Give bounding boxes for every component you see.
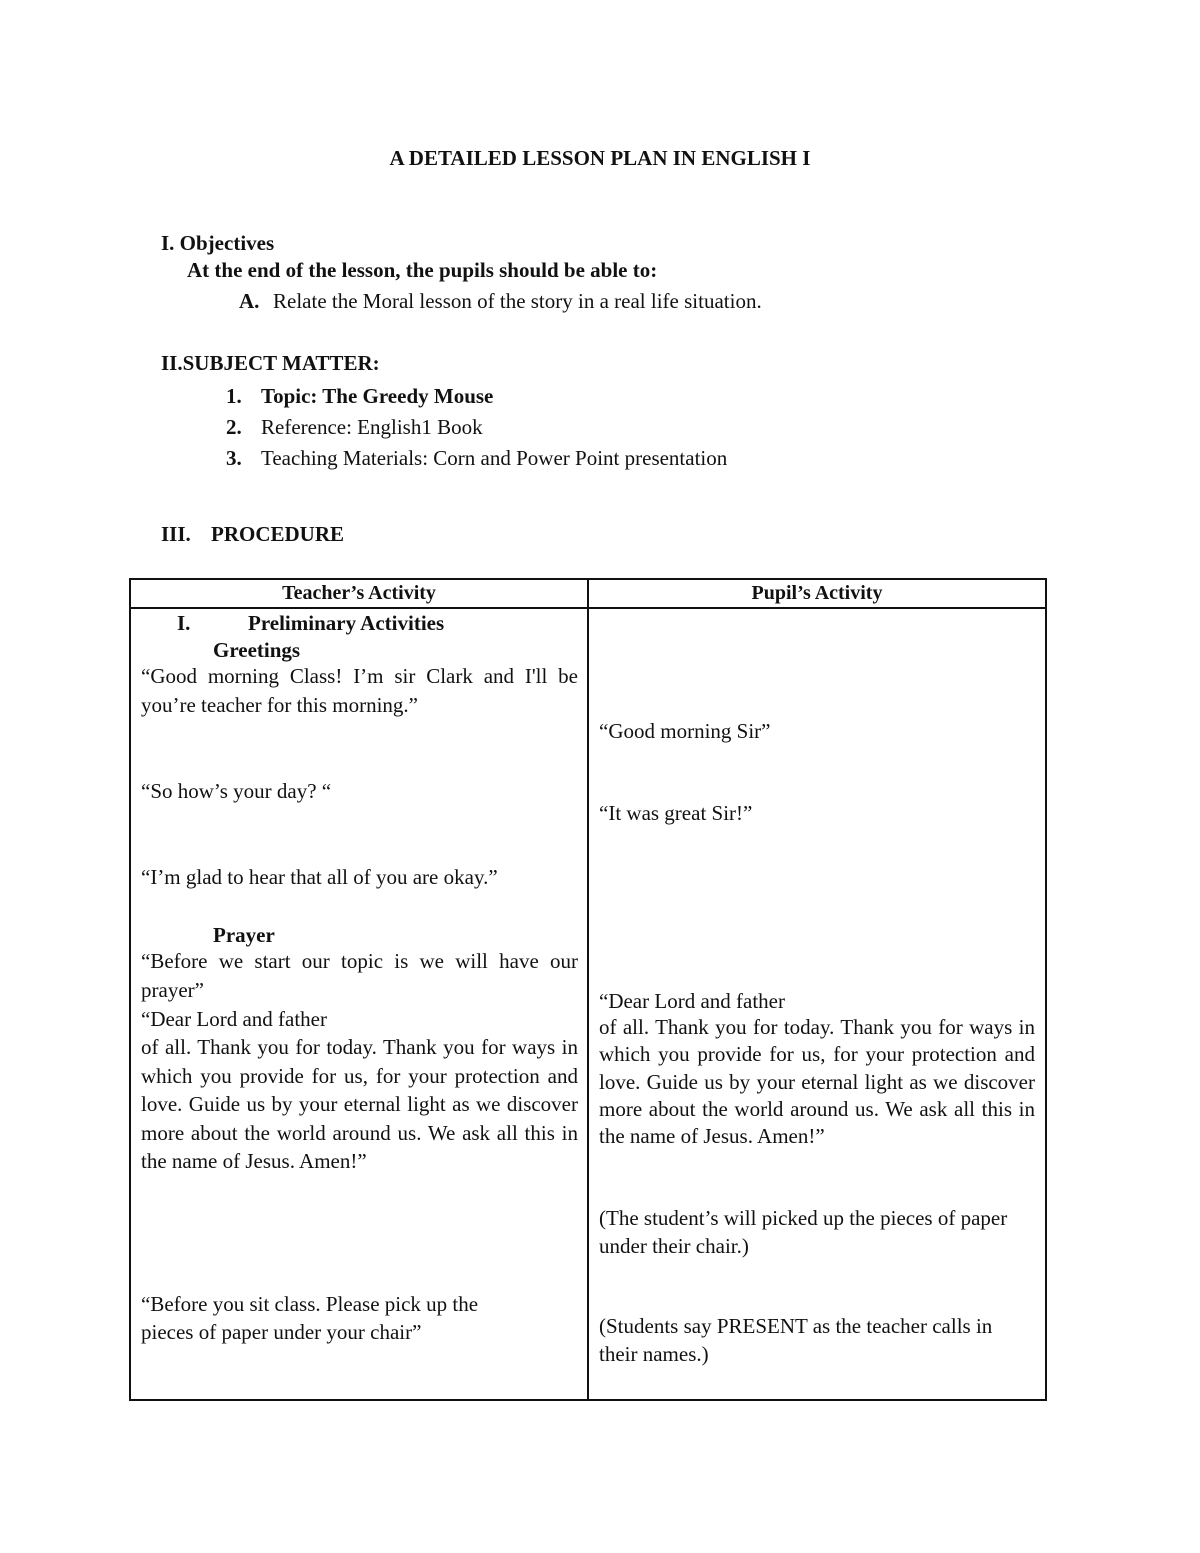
procedure-heading: PROCEDURE [211, 522, 345, 546]
objective-text: Relate the Moral lesson of the story in a real life situation. [273, 289, 762, 313]
section-title: Preliminary Activities [248, 611, 445, 635]
section-number: I. [177, 611, 191, 635]
teacher-glad: “I’m glad to hear that all of you are okay.” [141, 865, 498, 889]
teacher-greeting: “Good morning Class! I’m sir Clark and I'll be you’re teacher for this morning.” [141, 664, 578, 717]
greetings-label: Greetings [213, 638, 301, 662]
teacher-how-day: “So how’s your day? “ [141, 779, 332, 803]
pupil-greeting-reply: “Good morning Sir” [599, 719, 771, 743]
pupil-day-reply: “It was great Sir!” [599, 801, 753, 825]
teacher-prayer-body: of all. Thank you for today. Thank you for ways in which you provide for us, for your protection and love. Guide us by your eternal light as we discover more about the world around us. We ask all this in the name of Jesus. Amen!” [141, 1035, 578, 1173]
pupil-column-header: Pupil’s Activity [588, 579, 1046, 608]
subject-item-materials: Teaching Materials: Corn and Power Point presentation [261, 446, 728, 470]
teacher-pick-up: “Before you sit class. Please pick up the pieces of paper under your chair” [141, 1292, 479, 1344]
teacher-prayer-first-line: “Dear Lord and father [141, 1007, 327, 1031]
pupil-prayer-body: of all. Thank you for today. Thank you for ways in which you provide for us, for your protection and love. Guide us by your eternal light as we discover more about the world around us. We ask all this in the name of Jesus. Amen!” [599, 1015, 1035, 1149]
subject-item-marker: 3. [226, 446, 242, 470]
procedure-heading-number: III. [161, 522, 191, 546]
teacher-column-header: Teacher’s Activity [130, 579, 588, 608]
page-title: A DETAILED LESSON PLAN IN ENGLISH I [389, 146, 811, 170]
teacher-before-prayer: “Before we start our topic is we will have our prayer” [141, 949, 578, 1002]
subject-item-marker: 1. [226, 384, 242, 408]
subject-matter-heading: II.SUBJECT MATTER: [161, 351, 380, 375]
pupil-attendance: (Students say PRESENT as the teacher calls in their names.) [599, 1314, 993, 1366]
objective-marker: A. [239, 289, 260, 313]
procedure-table [129, 578, 1047, 1401]
subject-item-topic: Topic: The Greedy Mouse [261, 384, 494, 408]
pupil-activity-cell [588, 608, 1046, 1400]
subject-item-reference: Reference: English1 Book [261, 415, 483, 439]
subject-item-marker: 2. [226, 415, 242, 439]
teacher-activity-cell [130, 608, 588, 1400]
prayer-label: Prayer [213, 923, 275, 947]
objectives-heading: I. Objectives [161, 231, 275, 255]
pupil-pick-up-reply: (The student’s will picked up the pieces of paper under their chair.) [599, 1206, 1008, 1258]
objectives-intro: At the end of the lesson, the pupils should be able to: [187, 258, 658, 282]
pupil-prayer-first-line: “Dear Lord and father [599, 989, 785, 1013]
